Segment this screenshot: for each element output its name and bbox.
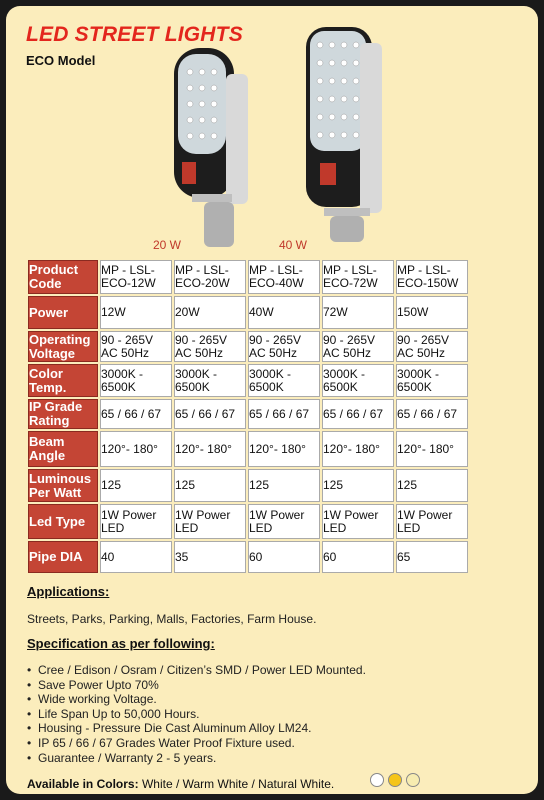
street-light-40w-image xyxy=(300,23,386,243)
table-cell: 65 / 66 / 67 xyxy=(396,399,468,429)
table-cell: 90 - 265V AC 50Hz xyxy=(322,331,394,362)
table-cell: 12W xyxy=(100,296,172,329)
applications-heading: Applications: xyxy=(27,584,110,599)
table-cell: 125 xyxy=(396,469,468,502)
table-cell: 3000K - 6500K xyxy=(396,364,468,397)
list-item-text: Wide working Voltage. xyxy=(38,692,157,707)
applications-text: Streets, Parks, Parking, Malls, Factories, Farm House. xyxy=(27,612,317,626)
table-row xyxy=(28,541,468,573)
list-item-text: Save Power Upto 70% xyxy=(38,677,159,692)
datasheet-page xyxy=(6,6,538,794)
available-colors xyxy=(27,777,334,791)
table-row xyxy=(28,296,468,329)
table-cell: 1W Power LED xyxy=(174,504,246,539)
table-cell: MP - LSL-ECO-72W xyxy=(322,260,394,294)
table-row xyxy=(28,431,468,467)
list-item-text: Life Span Up to 50,000 Hours. xyxy=(38,706,200,721)
available-colors-values: White / Warm White / Natural White. xyxy=(141,777,335,791)
list-item-text: Guarantee / Warranty 2 - 5 years. xyxy=(38,750,217,765)
image-label-20w: 20 W xyxy=(153,238,182,252)
list-item: • Guarantee / Warranty 2 - 5 years. xyxy=(27,750,217,765)
table-cell: MP - LSL-ECO-150W xyxy=(396,260,468,294)
table-cell: 120°- 180° xyxy=(100,431,172,467)
table-row xyxy=(28,469,468,502)
row-header: Beam Angle xyxy=(28,431,98,467)
table-cell: MP - LSL-ECO-20W xyxy=(174,260,246,294)
row-header: IP Grade Rating xyxy=(28,399,98,429)
list-item: • Wide working Voltage. xyxy=(27,692,157,707)
list-item-text: IP 65 / 66 / 67 Grades Water Proof Fixture used. xyxy=(38,735,295,750)
table-cell: 65 / 66 / 67 xyxy=(100,399,172,429)
table-row xyxy=(28,399,468,429)
row-header: Led Type xyxy=(28,504,98,539)
table-row xyxy=(28,364,468,397)
list-item: • Cree / Edison / Osram / Citizen’s SMD / Power LED Mounted. xyxy=(27,663,366,677)
table-cell: 65 xyxy=(396,541,468,573)
row-header: Operating Voltage xyxy=(28,331,98,362)
table-cell: MP - LSL-ECO-40W xyxy=(248,260,320,294)
table-cell: 125 xyxy=(248,469,320,502)
table-cell: 125 xyxy=(322,469,394,502)
table-cell: 120°- 180° xyxy=(174,431,246,467)
table-cell: 90 - 265V AC 50Hz xyxy=(100,331,172,362)
list-item: • IP 65 / 66 / 67 Grades Water Proof Fixture used. xyxy=(27,735,295,750)
list-item: • Save Power Upto 70% xyxy=(27,677,159,692)
list-item: • Housing - Pressure Die Cast Aluminum Alloy LM24. xyxy=(27,721,312,736)
row-header: Power xyxy=(28,296,98,329)
table-row xyxy=(28,260,468,294)
table-cell: 125 xyxy=(174,469,246,502)
warm-white-swatch xyxy=(388,773,402,787)
table-cell: 1W Power LED xyxy=(396,504,468,539)
table-cell: 1W Power LED xyxy=(100,504,172,539)
row-header: Luminous Per Watt xyxy=(28,469,98,502)
table-cell: 20W xyxy=(174,296,246,329)
table-cell: 60 xyxy=(248,541,320,573)
table-cell: 35 xyxy=(174,541,246,573)
table-cell: 3000K - 6500K xyxy=(174,364,246,397)
table-cell: 1W Power LED xyxy=(248,504,320,539)
table-cell: 65 / 66 / 67 xyxy=(174,399,246,429)
spec-table xyxy=(26,258,470,575)
specification-heading: Specification as per following: xyxy=(27,636,215,651)
table-cell: 90 - 265V AC 50Hz xyxy=(396,331,468,362)
white-swatch xyxy=(370,773,384,787)
table-row xyxy=(28,331,468,362)
table-cell: 3000K - 6500K xyxy=(100,364,172,397)
table-cell: 3000K - 6500K xyxy=(248,364,320,397)
available-colors-label: Available in Colors: xyxy=(27,777,139,791)
table-cell: 150W xyxy=(396,296,468,329)
row-header: Pipe DIA xyxy=(28,541,98,573)
specification-list xyxy=(27,663,366,765)
table-cell: 40 xyxy=(100,541,172,573)
page-subtitle: ECO Model xyxy=(26,53,96,68)
table-cell: 120°- 180° xyxy=(396,431,468,467)
table-cell: 90 - 265V AC 50Hz xyxy=(174,331,246,362)
row-header: Color Temp. xyxy=(28,364,98,397)
table-cell: 3000K - 6500K xyxy=(322,364,394,397)
table-cell: 65 / 66 / 67 xyxy=(322,399,394,429)
list-item-text: Housing - Pressure Die Cast Aluminum Alloy LM24. xyxy=(38,721,312,736)
table-cell: MP - LSL-ECO-12W xyxy=(100,260,172,294)
table-cell: 65 / 66 / 67 xyxy=(248,399,320,429)
table-cell: 120°- 180° xyxy=(322,431,394,467)
table-cell: 125 xyxy=(100,469,172,502)
table-cell: 90 - 265V AC 50Hz xyxy=(248,331,320,362)
row-header: Product Code xyxy=(28,260,98,294)
page-title: LED STREET LIGHTS xyxy=(26,23,243,46)
list-item: • Life Span Up to 50,000 Hours. xyxy=(27,706,200,721)
street-light-20w-image xyxy=(164,44,256,249)
table-cell: 72W xyxy=(322,296,394,329)
list-item-text: Cree / Edison / Osram / Citizen’s SMD / Power LED Mounted. xyxy=(38,663,366,677)
table-cell: 40W xyxy=(248,296,320,329)
table-cell: 120°- 180° xyxy=(248,431,320,467)
table-row xyxy=(28,504,468,539)
natural-white-swatch xyxy=(406,773,420,787)
image-label-40w: 40 W xyxy=(279,238,308,252)
table-cell: 1W Power LED xyxy=(322,504,394,539)
table-cell: 60 xyxy=(322,541,394,573)
